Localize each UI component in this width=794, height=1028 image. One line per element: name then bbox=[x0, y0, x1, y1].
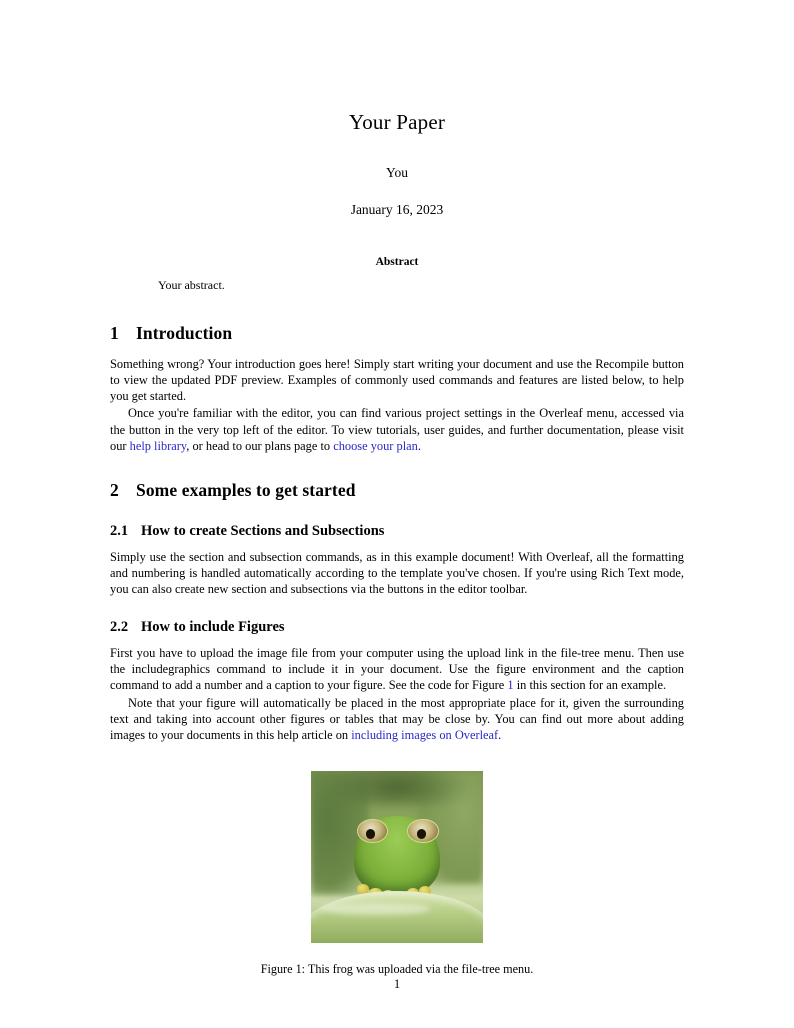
document-content bbox=[110, 110, 684, 977]
figure-block bbox=[110, 771, 684, 977]
section-title: Some examples to get started bbox=[136, 479, 356, 500]
figures-paragraph-2 bbox=[110, 695, 684, 743]
section-heading-introduction bbox=[110, 323, 684, 344]
figure-reference-link[interactable]: 1 bbox=[507, 678, 514, 693]
subsection-heading-sections bbox=[110, 523, 684, 540]
including-images-link[interactable]: including images on Overleaf bbox=[351, 727, 499, 742]
subsection-title: How to include Figures bbox=[141, 619, 285, 636]
intro-paragraph-2 bbox=[110, 405, 684, 453]
figures-p2-text-a: Note that your figure will automatically be placed in the most appropriate place for it, given the surrounding text and taking into account other figures or tables that may be close by. You can find out more about adding images to your documents in this help article on bbox=[110, 695, 684, 742]
subsection-heading-figures bbox=[110, 619, 684, 636]
page-title: Your Paper bbox=[348, 110, 446, 134]
frog-pupil-right bbox=[417, 829, 426, 838]
section-title: Introduction bbox=[136, 323, 233, 343]
section-heading-examples bbox=[110, 480, 684, 501]
intro-p2-text-b: , or head to our plans page to bbox=[186, 438, 334, 453]
subsection-number: 2.2 bbox=[110, 619, 129, 636]
subsection-number: 2.1 bbox=[110, 522, 129, 539]
section-number: 2 bbox=[110, 479, 119, 500]
page-number: 1 bbox=[393, 977, 401, 991]
intro-paragraph-1: Something wrong? Your introduction goes here! Simply start writing your document and use the Recompile button to view the updated PDF preview. Examples of commonly used commands and features are listed below, to help you get started. bbox=[110, 357, 684, 404]
figure-caption: Figure 1: This frog was uploaded via the file-tree menu. bbox=[260, 961, 534, 976]
intro-p2-text-c: . bbox=[417, 438, 421, 453]
frog-background-top-shadow bbox=[328, 771, 466, 805]
frog-image bbox=[311, 771, 483, 943]
frog-leaf bbox=[311, 891, 483, 943]
abstract-text: Your abstract. bbox=[158, 278, 225, 292]
document-date: January 16, 2023 bbox=[350, 202, 444, 217]
section-number: 1 bbox=[110, 323, 119, 343]
figures-paragraph-1 bbox=[110, 645, 684, 693]
figures-p1-text-b: in this section for an example. bbox=[513, 678, 667, 693]
document-author: You bbox=[386, 165, 408, 180]
abstract-heading: Abstract bbox=[375, 256, 419, 268]
figures-p1-text-a: First you have to upload the image file from your computer using the upload link in the file-tree menu. Then use the includegraphics command to include it in your document. Use the figure environment and the caption command to add a number and a caption to your figure. See the code for Figure bbox=[110, 646, 684, 693]
intro-p2-text-a: Once you're familiar with the editor, you can find various project settings in the Overleaf menu, accessed via the button in the very top left of the editor. To view tutorials, user guides, and further documentation, please visit our bbox=[110, 406, 684, 453]
sections-paragraph-1: Simply use the section and subsection commands, as in this example document! With Overleaf, all the formatting and numbering is handled automatically according to the template you've chosen. If you're using Rich Text mode, you can also create new section and subsections via the buttons in the editor toolbar. bbox=[110, 549, 684, 596]
subsection-title: How to create Sections and Subsections bbox=[141, 522, 385, 539]
figures-p2-text-b: . bbox=[498, 727, 502, 742]
help-library-link[interactable]: help library bbox=[129, 438, 187, 453]
choose-your-plan-link[interactable]: choose your plan bbox=[333, 438, 418, 453]
